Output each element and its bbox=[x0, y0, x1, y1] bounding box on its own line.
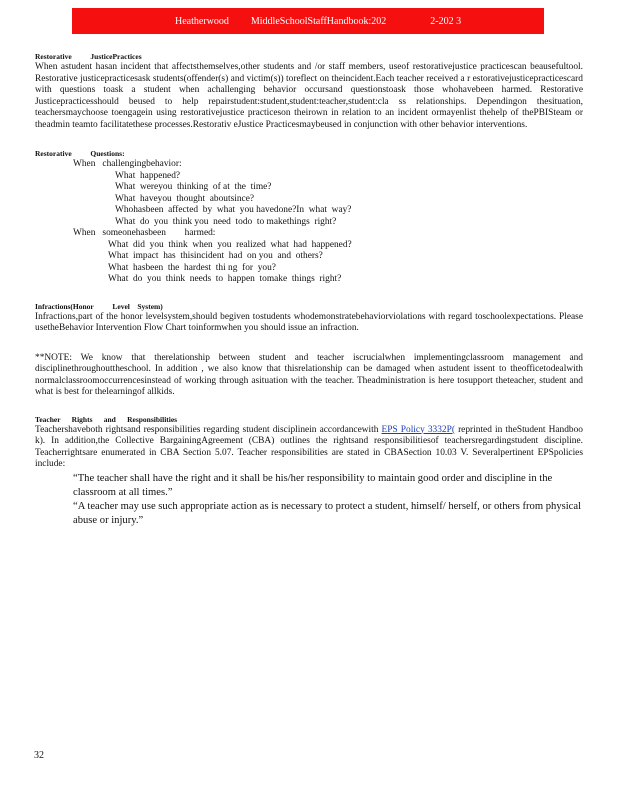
restorative-questions-section bbox=[35, 149, 583, 286]
question-item: What did you think when you realized what had happened? bbox=[108, 239, 352, 250]
teacher-rights-body bbox=[35, 425, 583, 471]
infractions-section bbox=[35, 302, 583, 335]
header-school: Heatherwood bbox=[175, 15, 229, 27]
teacher-rights-text-a: Teachershaveboth rightsand responsibilities regarding student disciplinein accordancewith bbox=[35, 424, 379, 435]
question-item: Whohasbeen affected by what you havedone?In what way? bbox=[115, 205, 352, 215]
restorative-practices-body: When astudent hasan incident that affectsthemselves,other students and /or staff members, useof restorativejustice practicescan beausefultool. Restorative justicepracticesask students(offender(s) and victim(s)) toreflect on theincident.Each teacher received a r estorativejusticepracticescard with questions toask a student when achallenging behavior occursand questionstoask those whohavebeen harmed. Restorative Justicepracticesshould beused to help repairstudent:student,student:teacher,student:cla ss relationships. Dependingon thesituation, teachersmaychoose toengagein using restorativejustice practiceson theirown in relation to an incident ormayenlist thehelp of thePBISteam or theadmin teamto facilitatethese processes.Restorativ eJustice Practicesmaybeused in conjunction with other behavior interventions. bbox=[35, 62, 583, 130]
challenging-behavior-intro: When challengingbehavior: bbox=[73, 159, 182, 169]
policy-quote: “The teacher shall have the right and it shall be his/her responsibility to maintain good order and discipline in the classroom at all times.” bbox=[73, 472, 553, 498]
restorative-questions-heading: Restorative Questions: bbox=[35, 149, 125, 158]
teacher-rights-text-b: reprinted in theStudent Handboo k). In addition,the Collective BargainingAgreement (CBA) outlines the rightsand responsibilitiesof teachersregardingstudent discipline. Teacherrightsare enumerated in CBA Section 5.07. Teacher responsibilities are stated in CBASection 10.03 V. Severalpertinent EPSpolicies include: bbox=[35, 424, 583, 469]
question-item: What hasbeen the hardest thi ng for you? bbox=[108, 262, 276, 273]
policy-quote: “A teacher may use such appropriate action as is necessary to protect a student, himself/ herself, or others from physical abuse or injury.” bbox=[73, 500, 582, 526]
question-item: What happened? bbox=[115, 170, 181, 181]
header-title: MiddleSchoolStaffHandbook:202 bbox=[250, 15, 387, 27]
restorative-practices-heading: Restorative JusticePractices bbox=[35, 52, 142, 61]
restorative-practices-section bbox=[35, 52, 583, 131]
question-item: What impact has thisincident had on you and others? bbox=[108, 251, 323, 261]
teacher-rights-heading: Teacher Rights and Responsibilities bbox=[35, 414, 178, 424]
page-number: 32 bbox=[34, 750, 44, 761]
note-body: **NOTE: We know that therelationship between student and teacher iscrucialwhen implementingclassroom management and disciplinethroughouttheschool. In addition , we also know that thisrelationship can be damaged when astudent issent to theofficetodealwith normalclassroomoccurrencesinstead of working through asituation with the teacher. Theadministration is here tosupport theteacher, student and what is best for thelearningof allkids. bbox=[35, 352, 583, 397]
eps-policy-link[interactable]: EPS Policy 3332P( bbox=[381, 424, 455, 435]
teacher-rights-section bbox=[35, 415, 583, 528]
policy-quotes bbox=[53, 472, 583, 528]
header-year: 2-202 3 bbox=[430, 15, 462, 27]
question-item: What do you think you need todo to makethings right? bbox=[115, 216, 337, 227]
note-section bbox=[35, 353, 583, 399]
infractions-body: Infractions,part of the honor levelsystem,should begiven tostudents whodemonstratebehaviorviolations with regard toschoolexpectations. Please usetheBehavior Intervention Flow Chart toinformwhen you should issue an infraction. bbox=[35, 311, 583, 333]
harmed-questions bbox=[108, 240, 583, 286]
question-item: What wereyou thinking of at the time? bbox=[115, 182, 272, 192]
question-item: What do you think needs to happen tomake things right? bbox=[108, 274, 342, 284]
handbook-header-bar bbox=[72, 8, 544, 34]
question-item: What haveyou thought aboutsince? bbox=[115, 193, 255, 204]
page-content bbox=[35, 52, 583, 528]
challenging-behavior-questions bbox=[115, 171, 583, 229]
harmed-intro: When someonehasbeen harmed: bbox=[73, 228, 216, 238]
infractions-heading: Infractions(Honor Level System) bbox=[35, 301, 163, 311]
